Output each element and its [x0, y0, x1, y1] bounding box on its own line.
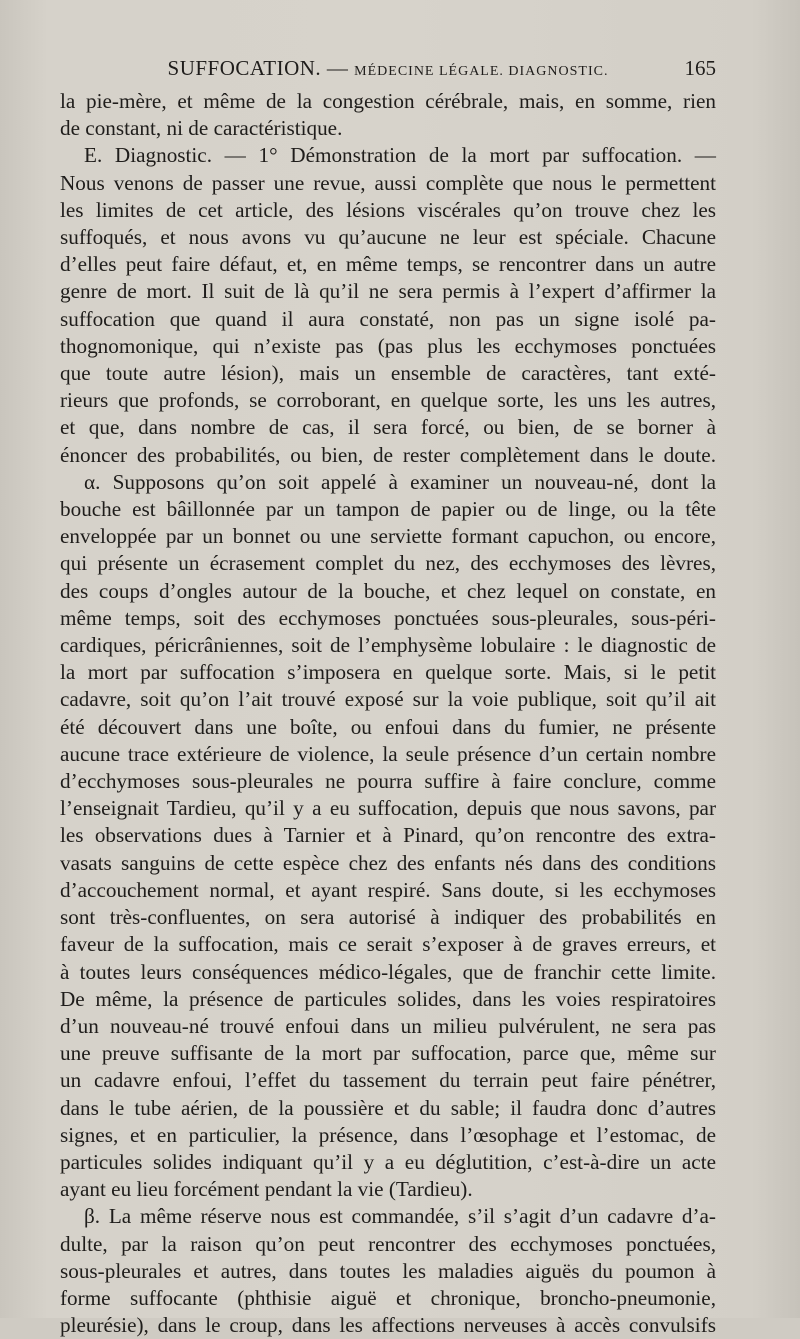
text-line: un cadavre enfoui, l’effet du tassement du terrain peut faire pénétrer, [60, 1068, 716, 1093]
text-line: forme suffocante (phthisie aiguë et chronique, broncho-pneumonie, [60, 1285, 716, 1310]
text-line: à toutes leurs conséquences médico-légales, que de franchir cette limite. [60, 959, 716, 984]
text-line: qui présente un écrasement complet du nez, des ecchymoses des lèvres, [60, 551, 716, 576]
text-line: l’enseignait Tardieu, qu’il y a eu suffocation, depuis que nous savons, par [60, 796, 716, 821]
text-line: ayant eu lieu forcément pendant la vie (Tardieu). [60, 1177, 473, 1202]
text-line: des coups d’ongles autour de la bouche, et chez lequel on constate, en [60, 578, 716, 603]
text-line: les limites de cet article, des lésions viscérales qu’on trouve chez les [60, 197, 716, 222]
text-line: la mort par suffocation s’imposera en quelque sorte. Mais, si le petit [60, 660, 716, 685]
text-line: rieurs que profonds, se corroborant, en quelque sorte, les uns les autres, [60, 388, 716, 413]
text-line: cadavre, soit qu’on l’ait trouvé exposé sur la voie publique, soit qu’il ait [60, 687, 716, 712]
text-line: énoncer des probabilités, ou bien, de rester complètement dans le doute. [60, 442, 716, 467]
text-line: cardiques, péricrâniennes, soit de l’emphysème lobulaire : le diagnostic de [60, 633, 716, 658]
text-line: dulte, par la raison qu’on peut rencontrer des ecchymoses ponctuées, [60, 1231, 716, 1256]
text-line: suffocation que quand il aura constaté, non pas un signe isolé pa- [60, 306, 716, 331]
text-line: enveloppée par un bonnet ou une serviette formant capuchon, ou encore, [60, 524, 716, 549]
text-line: sont très-confluentes, on sera autorisé à indiquer des probabilités en [60, 905, 716, 930]
section-heading-diagnostic: E. Diagnostic. — 1° Démonstration de la mort par suffocation. — [84, 143, 716, 168]
text-line: particules solides indiquant qu’il y a eu déglutition, c’est-à-dire un acte [60, 1149, 716, 1174]
text-line: même temps, soit des ecchymoses ponctuées sous-pleurales, sous-péri- [60, 605, 716, 630]
body-text [60, 88, 716, 1339]
text-line: bouche est bâillonnée par un tampon de papier ou de linge, ou la tête [60, 497, 716, 522]
header-title-main: SUFFOCATION. [167, 56, 322, 80]
text-line: aucune trace extérieure de violence, la seule présence d’un certain nombre [60, 741, 716, 766]
text-line: d’accouchement normal, et ayant respiré. Sans doute, si les ecchymoses [60, 877, 716, 902]
text-line: pleurésie), dans le croup, dans les affections nerveuses à accès convulsifs [60, 1313, 716, 1338]
text-line: de constant, ni de caractéristique. [60, 116, 343, 141]
text-line: De même, la présence de particules solides, dans les voies respiratoires [60, 986, 716, 1011]
text-line: α. Supposons qu’on soit appelé à examiner un nouveau-né, dont la [84, 469, 716, 494]
text-line: d’elles peut faire défaut, et, en même temps, se rencontrer dans un autre [60, 252, 716, 277]
running-header [60, 52, 716, 86]
text-line: suffoqués, et nous avons vu qu’aucune ne leur est spéciale. Chacune [60, 225, 716, 250]
text-line: que toute autre lésion), mais un ensemble de caractères, tant exté- [60, 361, 716, 386]
text-line: la pie-mère, et même de la congestion cérébrale, mais, en somme, rien [60, 89, 716, 113]
text-line: et que, dans nombre de cas, il sera forcé, ou bien, de se borner à [60, 415, 716, 440]
text-line: signes, et en particulier, la présence, dans l’œsophage et l’estomac, de [60, 1122, 716, 1147]
text-line: dans le tube aérien, de la poussière et du sable; il faudra donc d’autres [60, 1095, 716, 1120]
text-line: d’un nouveau-né trouvé enfoui dans un milieu pulvérulent, ne sera pas [60, 1013, 716, 1038]
text-line: genre de mort. Il suit de là qu’il ne sera permis à l’expert d’affirmer la [60, 279, 716, 304]
text-line: thognomonique, qui n’existe pas (pas plus les ecchymoses ponctuées [60, 333, 716, 358]
text-line: vasats sanguins de cette espèce chez des enfants nés dans des conditions [60, 850, 716, 875]
text-line: d’ecchymoses sous-pleurales ne pourra suffire à faire conclure, comme [60, 769, 716, 794]
text-line: les observations dues à Tarnier et à Pinard, qu’on rencontre des extra- [60, 823, 716, 848]
running-title [60, 56, 716, 81]
page-number: 165 [684, 56, 716, 80]
text-line: été découvert dans une boîte, ou enfoui dans du fumier, ne présente [60, 714, 716, 739]
text-line: faveur de la suffocation, mais ce serait s’exposer à de graves erreurs, et [60, 932, 716, 957]
text-line: sous-pleurales et autres, dans toutes les maladies aiguës du poumon à [60, 1258, 716, 1283]
text-line: β. La même réserve nous est commandée, s’il s’agit d’un cadavre d’a- [84, 1204, 716, 1229]
text-line: une preuve suffisante de la mort par suffocation, parce que, même sur [60, 1041, 716, 1066]
header-title-sub: MÉDECINE LÉGALE. DIAGNOSTIC. [354, 64, 609, 79]
text-line: Nous venons de passer une revue, aussi complète que nous le permettent [60, 170, 716, 195]
header-title-separator: — [321, 56, 355, 80]
